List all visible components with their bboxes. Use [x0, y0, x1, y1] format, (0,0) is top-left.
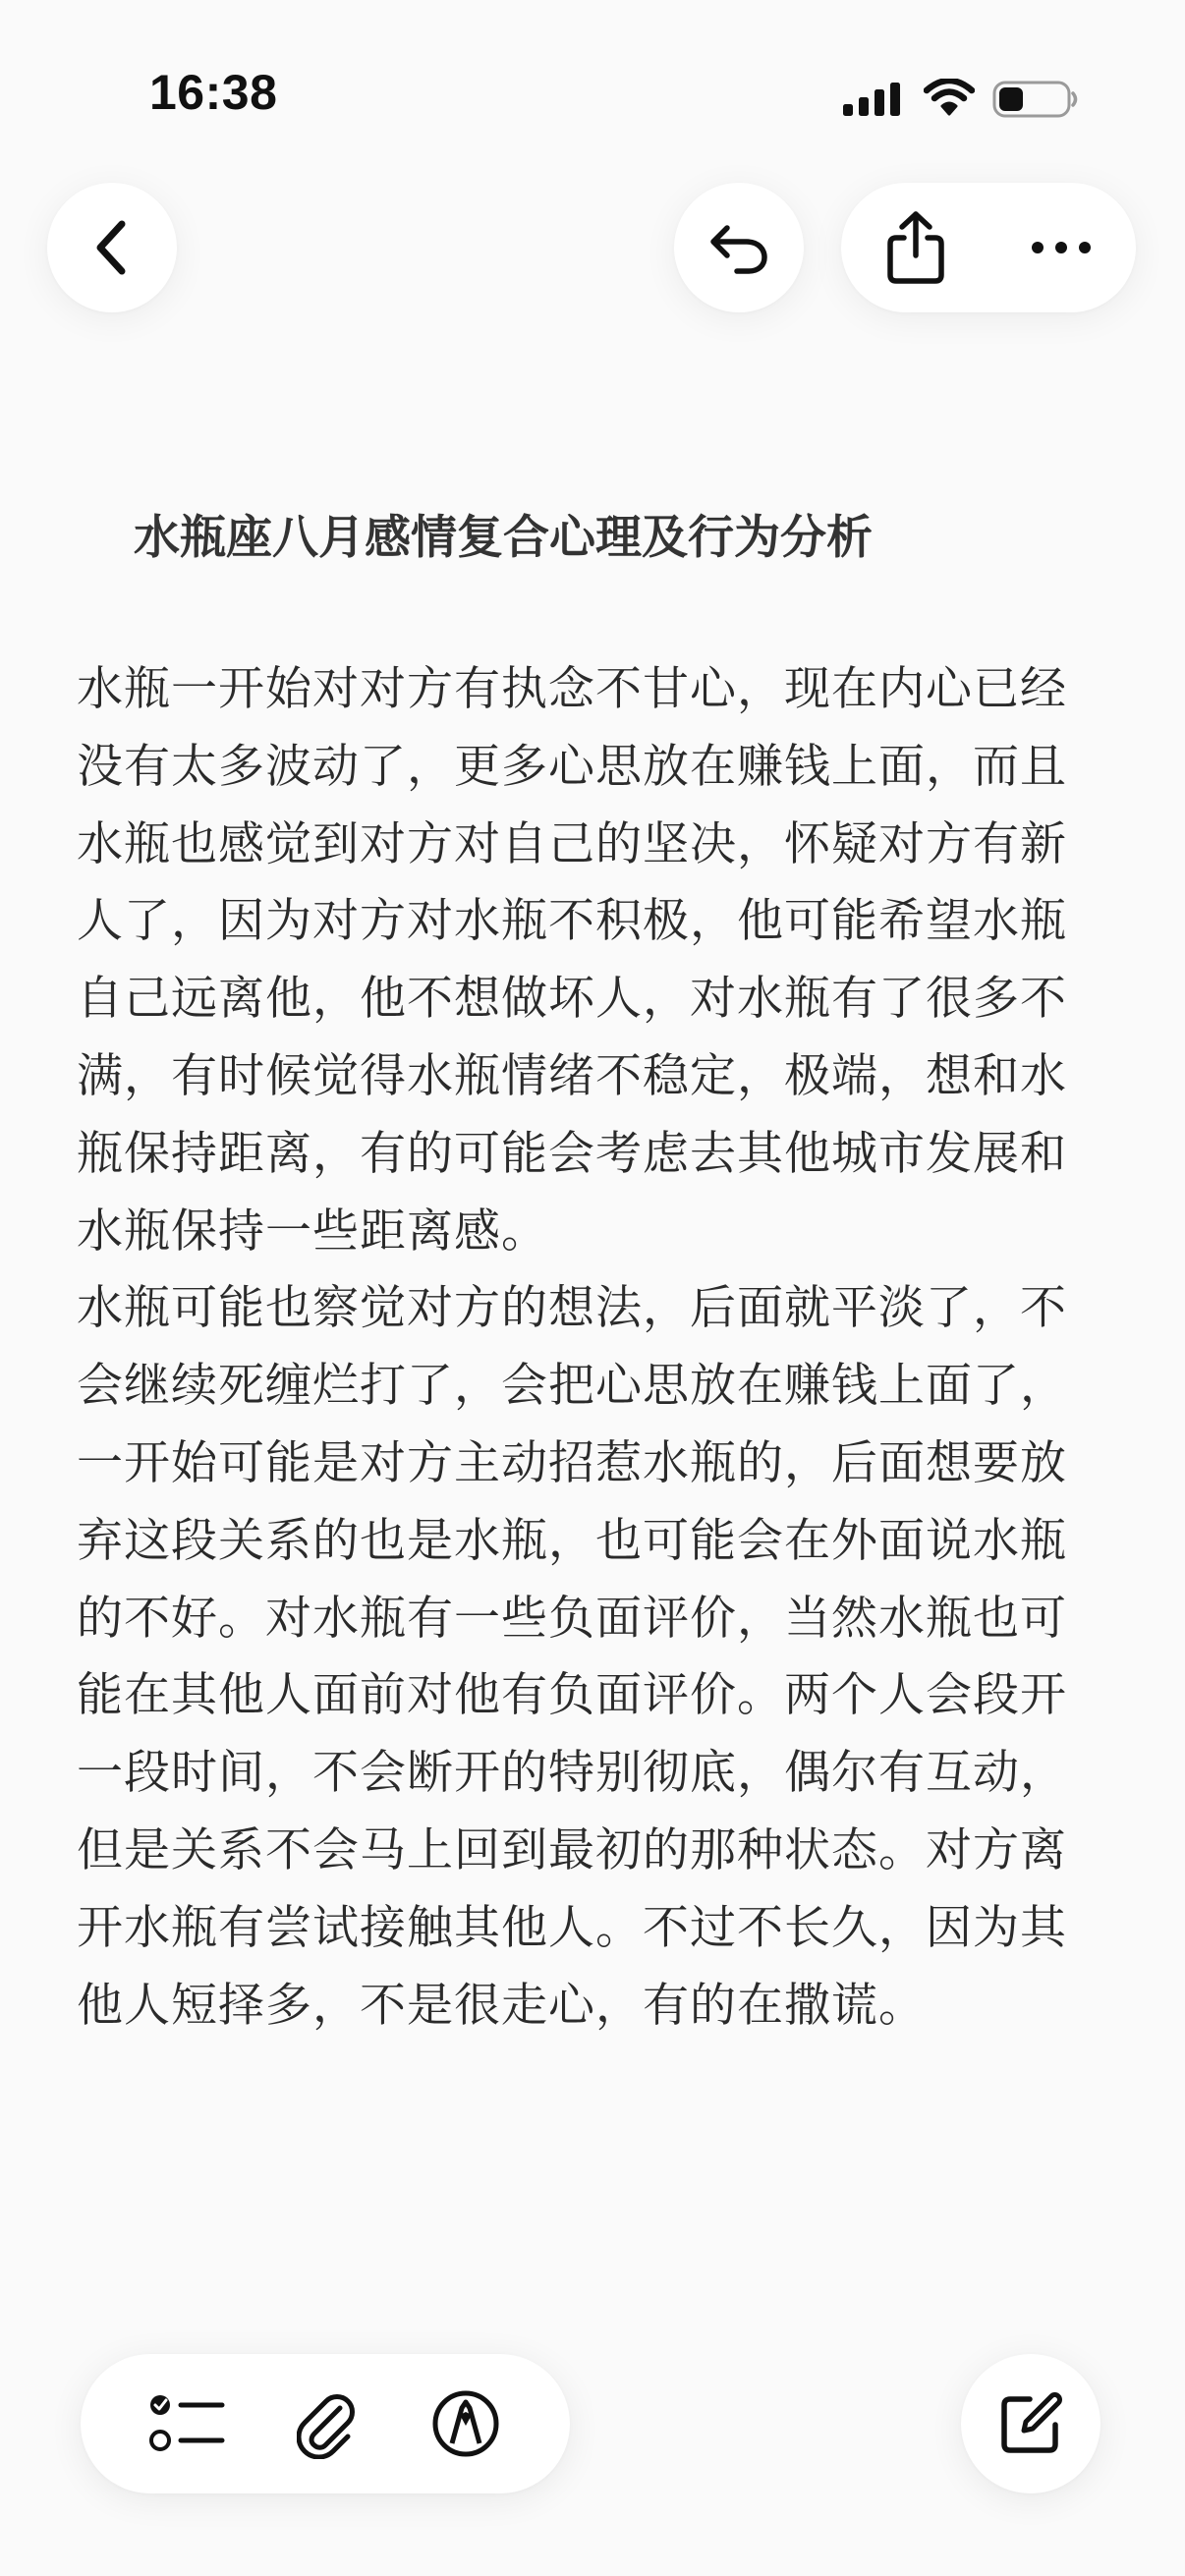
note-title[interactable]: 水瓶座八月感情复合心理及行为分析	[134, 511, 873, 565]
note-body[interactable]	[77, 651, 1108, 2044]
share-more-group	[841, 183, 1136, 312]
undo-button[interactable]	[674, 183, 804, 312]
note-paragraph[interactable]: 水瓶可能也察觉对方的想法，后面就平淡了，不会继续死缠烂打了，会把心思放在赚钱上面了，一开始可能是对方主动招惹水瓶的，后面想要放弃这段关系的也是水瓶，也可能会在外面说水瓶的不好。对水瓶有一些负面评价，当然水瓶也可能在其他人面前对他有负面评价。两个人会段开一段时间，不会断开的特别彻底，偶尔有互动，但是关系不会马上回到最初的那种状态。对方离开水瓶有尝试接触其他人。不过不长久，因为其他人短择多，不是很走心，有的在撒谎。	[77, 1281, 1067, 2033]
attachment-button[interactable]	[271, 2369, 381, 2479]
status-icons	[843, 73, 1079, 122]
markup-button[interactable]	[411, 2369, 521, 2479]
undo-icon	[707, 218, 770, 277]
cellular-signal-icon	[843, 83, 902, 116]
bottom-tool-group	[81, 2354, 570, 2493]
back-button[interactable]	[47, 183, 177, 312]
checklist-button[interactable]	[134, 2369, 244, 2479]
status-time: 16:38	[149, 65, 278, 120]
more-button[interactable]	[1006, 193, 1116, 303]
chevron-left-icon	[90, 218, 134, 277]
note-paragraph[interactable]: 水瓶一开始对对方有执念不甘心，现在内心已经没有太多波动了，更多心思放在赚钱上面，而且水瓶也感觉到对方对自己的坚决，怀疑对方有新人了，因为对方对水瓶不积极，他可能希望水瓶自己远离他，他不想做坏人，对水瓶有了很多不满，有时候觉得水瓶情绪不稳定，极端，想和水瓶保持距离，有的可能会考虑去其他城市发展和水瓶保持一些距离感。	[77, 662, 1067, 1259]
checklist-icon	[149, 2391, 228, 2456]
battery-icon	[992, 81, 1079, 118]
share-button[interactable]	[861, 193, 971, 303]
wifi-icon	[924, 79, 975, 116]
paperclip-icon	[297, 2388, 356, 2459]
compose-button[interactable]	[961, 2354, 1100, 2493]
share-icon	[884, 210, 947, 285]
ellipsis-icon	[1030, 240, 1093, 255]
compose-icon	[996, 2389, 1065, 2458]
status-bar	[0, 0, 1185, 147]
markup-pen-icon	[430, 2388, 501, 2459]
